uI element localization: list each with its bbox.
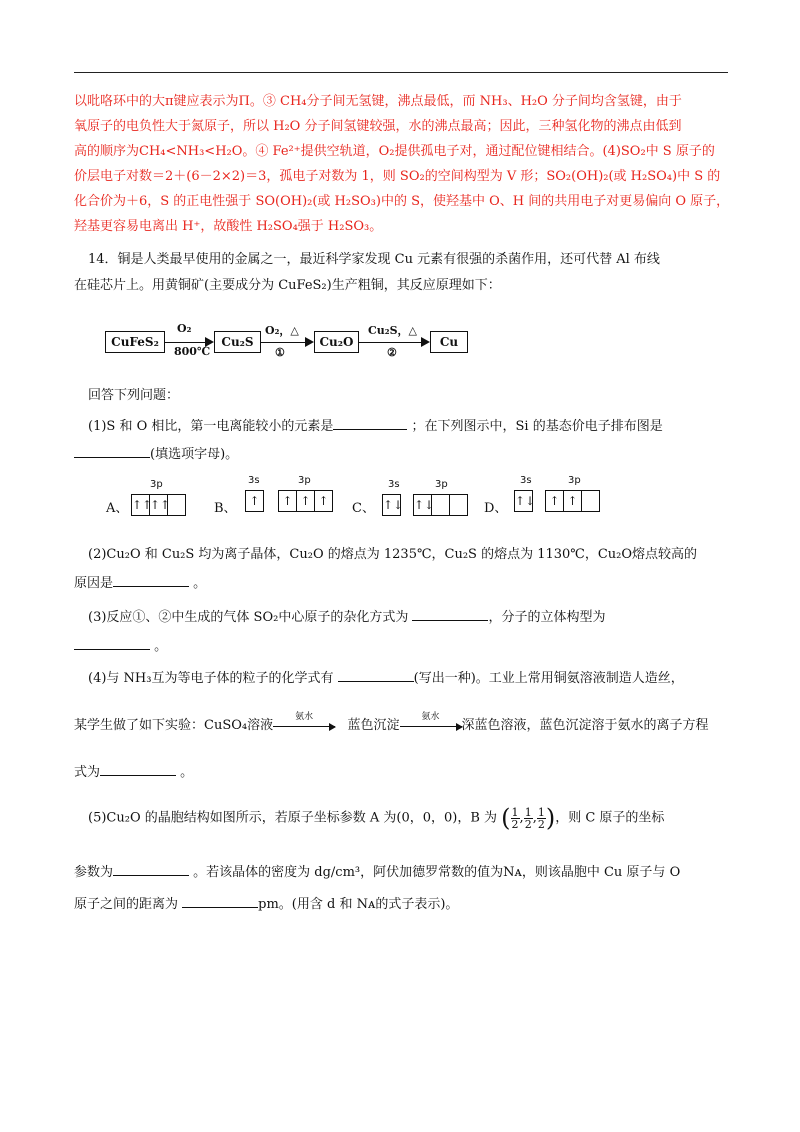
period: 。: [180, 765, 194, 780]
option-b-3s-label: 3s: [248, 475, 260, 486]
orbital-box: ↑↑: [150, 495, 168, 515]
q14-part4-text-e: 深蓝色溶液，蓝色沉淀溶于氨水的离子方程: [461, 718, 709, 733]
flow-box-cufes2: CuFeS₂: [105, 331, 165, 353]
answer-blank[interactable]: [74, 638, 150, 650]
q14-part3-line2: [74, 638, 734, 654]
q14-part5-text-a: (5)Cu₂O 的晶胞结构如图所示，若原子坐标参数 A 为(0，0，0)，B 为: [88, 810, 498, 826]
q14-part4-line1: [88, 670, 748, 686]
option-d-3s-label: 3s: [520, 475, 532, 486]
q14-part4-text-b: (写出一种)。工业上常用铜氨溶液制造人造丝，: [413, 671, 684, 686]
option-d-3p-label: 3p: [568, 475, 581, 486]
orbital-box: ↑: [279, 491, 297, 511]
fraction-half: $\frac{1}{2}$: [511, 805, 519, 831]
q14-part3-line1: [88, 609, 748, 625]
option-d-label: D、: [484, 501, 508, 516]
q14-part1-text-b: ；在下列图示中，Si 的基态价电子排布图是: [411, 419, 663, 434]
flow-arrow-1-bottom: 800℃: [174, 345, 211, 358]
q14-part5-line3: [74, 896, 734, 912]
period: 。: [154, 639, 168, 654]
q14-part2-text: 原因是: [74, 576, 114, 591]
q14-part4-line2: [74, 711, 734, 733]
fraction-half: $\frac{1}{2}$: [524, 805, 532, 831]
flow-arrow-3-bottom: ②: [387, 346, 397, 359]
orbital-box: [432, 495, 450, 515]
q14-part4-line3: [74, 764, 734, 780]
q14-part3-text-a: (3)反应①、②中生成的气体 SO₂中心原子的杂化方式为: [88, 610, 409, 625]
orbital-box: ↑↓: [414, 495, 432, 515]
arrow-label: 氨水: [421, 711, 440, 722]
answer-line: 氧原子的电负性大于氮原子，所以 H₂O 分子间氢键较强，水的沸点最高；因此，三种氢化物的沸点由低到: [74, 119, 682, 134]
q14-part1-line2: [74, 446, 734, 462]
answer-line: 以吡咯环中的大π键应表示为Π。③ CH₄分子间无氢键，沸点最低，而 NH₃、H₂O 分子间均含氢键，由于: [74, 94, 682, 109]
option-c-3s-label: 3s: [388, 479, 400, 490]
answer-blank[interactable]: [412, 609, 488, 621]
answer-line: 高的顺序为CH₄<NH₃<H₂O。④ Fe²⁺提供空轨道，O₂提供孤电子对，通过配位键相结合。(4)SO₂中 S 原子的: [74, 144, 715, 159]
flow-arrow-2-top: O₂，△: [265, 324, 299, 337]
answer-blank[interactable]: [74, 446, 150, 458]
orbital-box: ↑: [564, 491, 582, 511]
answer-blank[interactable]: [100, 764, 176, 776]
orbital-box: ↑↓: [515, 494, 536, 508]
header-rule: [74, 72, 728, 73]
option-b-label: B、: [214, 501, 237, 516]
option-d-3p-orbitals: [545, 490, 600, 512]
option-c-label: C、: [352, 501, 375, 516]
option-a-3p-orbitals: [131, 494, 186, 516]
answer-blank[interactable]: [182, 896, 258, 908]
q14-part5-line1: (5)Cu₂O 的晶胞结构如图所示，若原子坐标参数 A 为(0，0，0)，B 为 ( $\frac{1}{2}$ , $\frac{1}{2}$ , $\frac{1}{2}$ )，则 C 原子的坐标: [88, 804, 665, 832]
flow-box-cu2o: Cu₂O: [314, 331, 359, 353]
arrow-label: 氨水: [295, 711, 314, 722]
option-c-3s-orbital: [382, 494, 404, 516]
orbital-box: ↑: [546, 491, 564, 511]
orbital-box: [582, 491, 599, 511]
flow-arrow-1: [164, 342, 212, 343]
answer-line: 羟基更容易电离出 H⁺，故酸性 H₂SO₄强于 H₂SO₃。: [74, 219, 383, 234]
orbital-box: ↑↑: [132, 495, 150, 515]
answer-line: 价层电子对数＝2＋(6－2×2)＝3，孤电子对数为 1，则 SO₂的空间构型为 V 形；SO₂(OH)₂(或 H₂SO₄)中 S 的: [74, 169, 721, 184]
orbital-box: ↑: [318, 494, 329, 508]
answer-blank[interactable]: [113, 864, 189, 876]
q14-intro-line1: 14．铜是人类最早使用的金属之一，最近科学家发现 Cu 元素有很强的杀菌作用，还可代替 Al 布线: [88, 252, 660, 267]
flow-arrow-2: [260, 342, 312, 343]
answer-blank[interactable]: [113, 575, 189, 587]
orbital-box: [168, 495, 185, 515]
q14-part1-text-a: (1)S 和 O 相比，第一电离能较小的元素是: [88, 419, 334, 434]
orbital-box: ↑: [297, 491, 315, 511]
option-c-3p-orbitals: [413, 494, 468, 516]
q14-part5-text-b: ，则 C 原子的坐标: [555, 810, 665, 826]
q14-intro-line2: 在硅芯片上。用黄铜矿(主要成分为 CuFeS₂)生产粗铜，其反应原理如下：: [74, 278, 501, 293]
q14-part1-text-c: (填选项字母)。: [150, 447, 239, 462]
q14-part5-text-c: 参数为: [74, 865, 114, 880]
reaction-arrow: [400, 711, 462, 731]
q14-part4-text-d: 蓝色沉淀: [347, 718, 400, 733]
q14-part3-text-b: ，分子的立体构型为: [488, 610, 606, 625]
answer-prompt: 回答下列问题：: [88, 388, 180, 403]
q14-part5-text-e: 原子之间的距离为: [74, 897, 179, 912]
orbital-box: ↑↓: [383, 498, 404, 512]
flow-arrow-2-bottom: ①: [275, 346, 285, 359]
option-b-3p-label: 3p: [298, 475, 311, 486]
option-b-3s-orbital: [245, 490, 264, 512]
reaction-arrow: [273, 711, 335, 731]
flow-arrow-1-top: O₂: [177, 322, 192, 335]
flow-box-cu2s: Cu₂S: [214, 331, 261, 353]
option-b-3p-orbitals: [278, 490, 333, 512]
q14-part4-text-a: (4)与 NH₃互为等电子体的粒子的化学式有: [88, 671, 334, 686]
q14-part5-text-d: 。若该晶体的密度为 dg/cm³，阿伏加德罗常数的值为Nᴀ，则该晶胞中 Cu 原子与 O: [193, 865, 681, 880]
flow-box-cu: Cu: [430, 331, 468, 353]
q14-part5-line2: [74, 864, 734, 880]
q14-part4-text-c: 某学生做了如下实验：CuSO₄溶液: [74, 718, 274, 733]
q14-part2-line1: (2)Cu₂O 和 Cu₂S 均为离子晶体，Cu₂O 的熔点为 1235℃，Cu₂S 的熔点为 1130℃，Cu₂O熔点较高的: [88, 547, 698, 562]
q14-part4-text-f: 式为: [74, 765, 101, 780]
orbital-box: ↑: [249, 494, 260, 508]
option-a-3p-label: 3p: [150, 479, 163, 490]
answer-blank[interactable]: [338, 670, 414, 682]
answer-blank[interactable]: [333, 418, 407, 430]
option-a-label: A、: [106, 501, 129, 516]
fraction-half: $\frac{1}{2}$: [537, 805, 545, 831]
period: 。: [193, 576, 207, 591]
flow-arrow-3: [358, 342, 428, 343]
q14-part1-line1: [88, 418, 748, 434]
option-c-3p-label: 3p: [435, 479, 448, 490]
q14-part2-line2: [74, 575, 734, 591]
flow-arrow-3-top: Cu₂S，△: [368, 324, 417, 337]
answer-line: 化合价为＋6，S 的正电性强于 SO(OH)₂(或 H₂SO₃)中的 S，使羟基中 O、H 间的共用电子对更易偏向 O 原子，: [74, 194, 730, 209]
orbital-box: [450, 495, 467, 515]
option-d-3s-orbital: [514, 490, 536, 512]
q14-part5-text-f: pm。(用含 d 和 Nᴀ的式子表示)。: [258, 897, 459, 912]
